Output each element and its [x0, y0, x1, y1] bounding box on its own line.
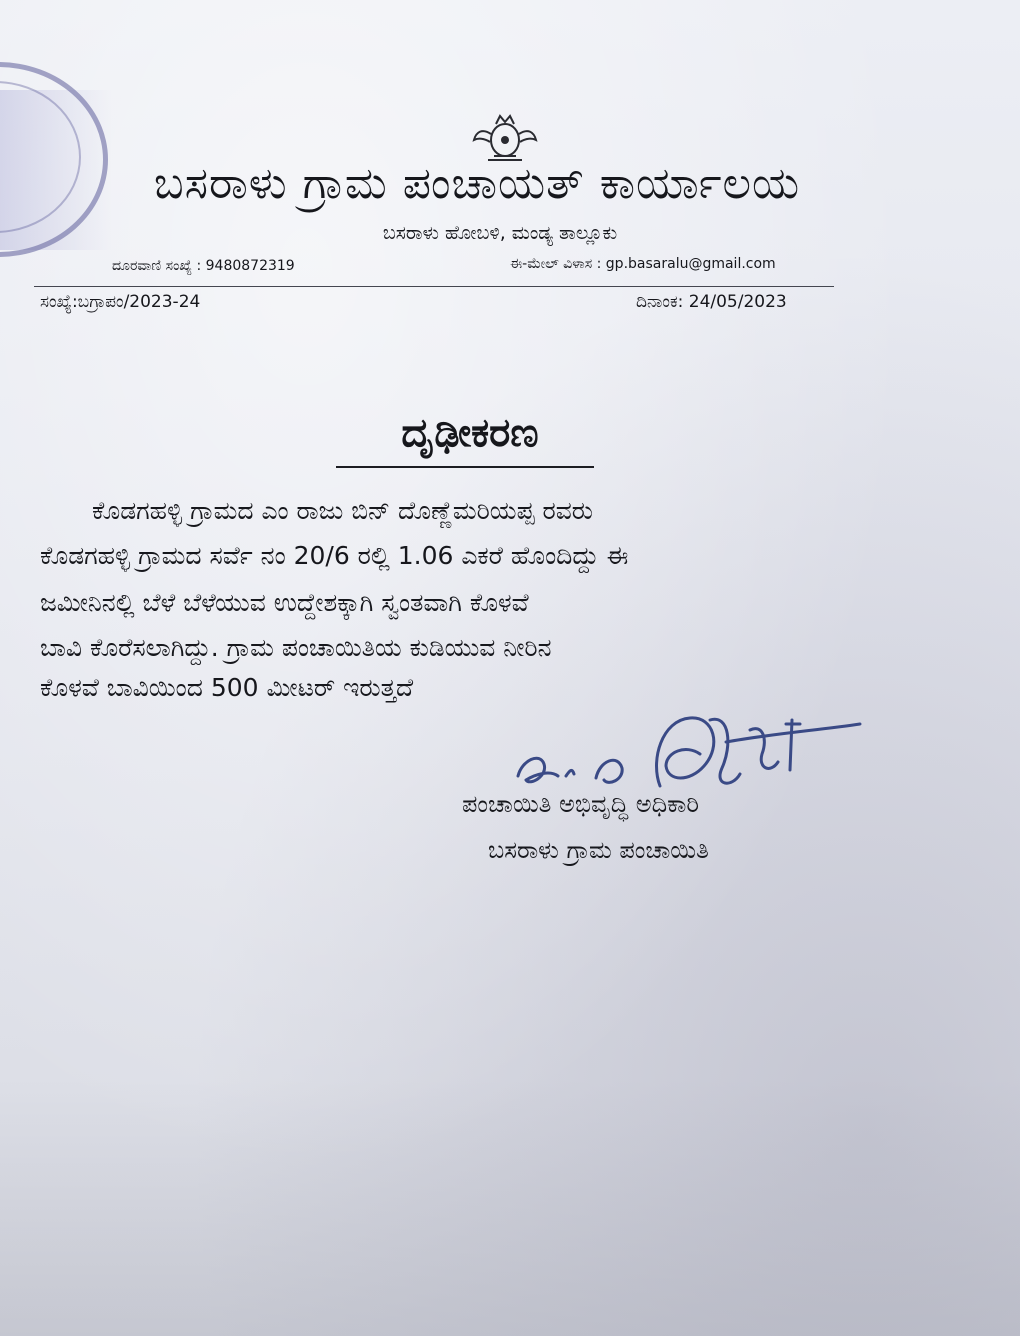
heading-underline [336, 466, 594, 468]
paper-fold-shadow [0, 1080, 1020, 1336]
phone-number: 9480872319 [205, 258, 295, 274]
signatory-office: ಬಸರಾಳು ಗ್ರಾಮ ಪಂಚಾಯಿತಿ [488, 836, 709, 864]
phone-line [112, 258, 295, 274]
office-subtitle: ಬಸರಾಳು ಹೋಬಳಿ, ಮಂಡ್ಯ ತಾಲ್ಲೂಕು [382, 222, 618, 244]
letterhead-divider [34, 286, 834, 287]
phone-label: ದೂರವಾಣಿ ಸಂಖ್ಯೆ : [112, 258, 202, 274]
email-line [510, 256, 776, 272]
email-address: gp.basaralu@gmail.com [605, 256, 776, 272]
body-line-5: ಕೊಳವೆ ಬಾವಿಯಿಂದ 500 ಮೀಟರ್ ಇರುತ್ತದೆ [40, 673, 414, 702]
body-line-1: ಕೊಡಗಹಳ್ಳಿ ಗ್ರಾಮದ ಎಂ ರಾಜು ಬಿನ್ ದೊಣ್ಣೆಮರಿಯಪ್ಪ ರವರು [92, 496, 593, 525]
letter-date: ದಿನಾಂಕ: 24/05/2023 [636, 292, 787, 312]
office-seal-inner-ring [0, 81, 81, 233]
document-heading: ದೃಢೀಕರಣ [401, 410, 539, 456]
body-line-2: ಕೊಡಗಹಳ್ಳಿ ಗ್ರಾಮದ ಸರ್ವೆ ನಂ 20/6 ರಲ್ಲಿ 1.06 ಎಕರೆ ಹೊಂದಿದ್ದು ಈ [40, 541, 629, 570]
body-line-3: ಜಮೀನಿನಲ್ಲಿ ಬೆಳೆ ಬೆಳೆಯುವ ಉದ್ದೇಶಕ್ಕಾಗಿ ಸ್ವಂತವಾಗಿ ಕೊಳವೆ [40, 588, 529, 617]
office-title: ಬಸರಾಳು ಗ್ರಾಮ ಪಂಚಾಯತ್ ಕಾರ್ಯಾಲಯ [153, 158, 801, 209]
reference-number: ಸಂಖ್ಯೆ:ಬಗ್ರಾಪಂ/2023-24 [40, 292, 201, 312]
body-line-4: ಬಾವಿ ಕೊರೆಸಲಾಗಿದ್ದು. ಗ್ರಾಮ ಪಂಚಾಯಿತಿಯ ಕುಡಿಯುವ ನೀರಿನ [40, 633, 552, 662]
email-label: ಈ-ಮೇಲ್ ವಿಳಾಸ : [510, 256, 602, 272]
signatory-designation: ಪಂಚಾಯಿತಿ ಅಭಿವೃದ್ಧಿ ಅಧಿಕಾರಿ [462, 790, 700, 818]
